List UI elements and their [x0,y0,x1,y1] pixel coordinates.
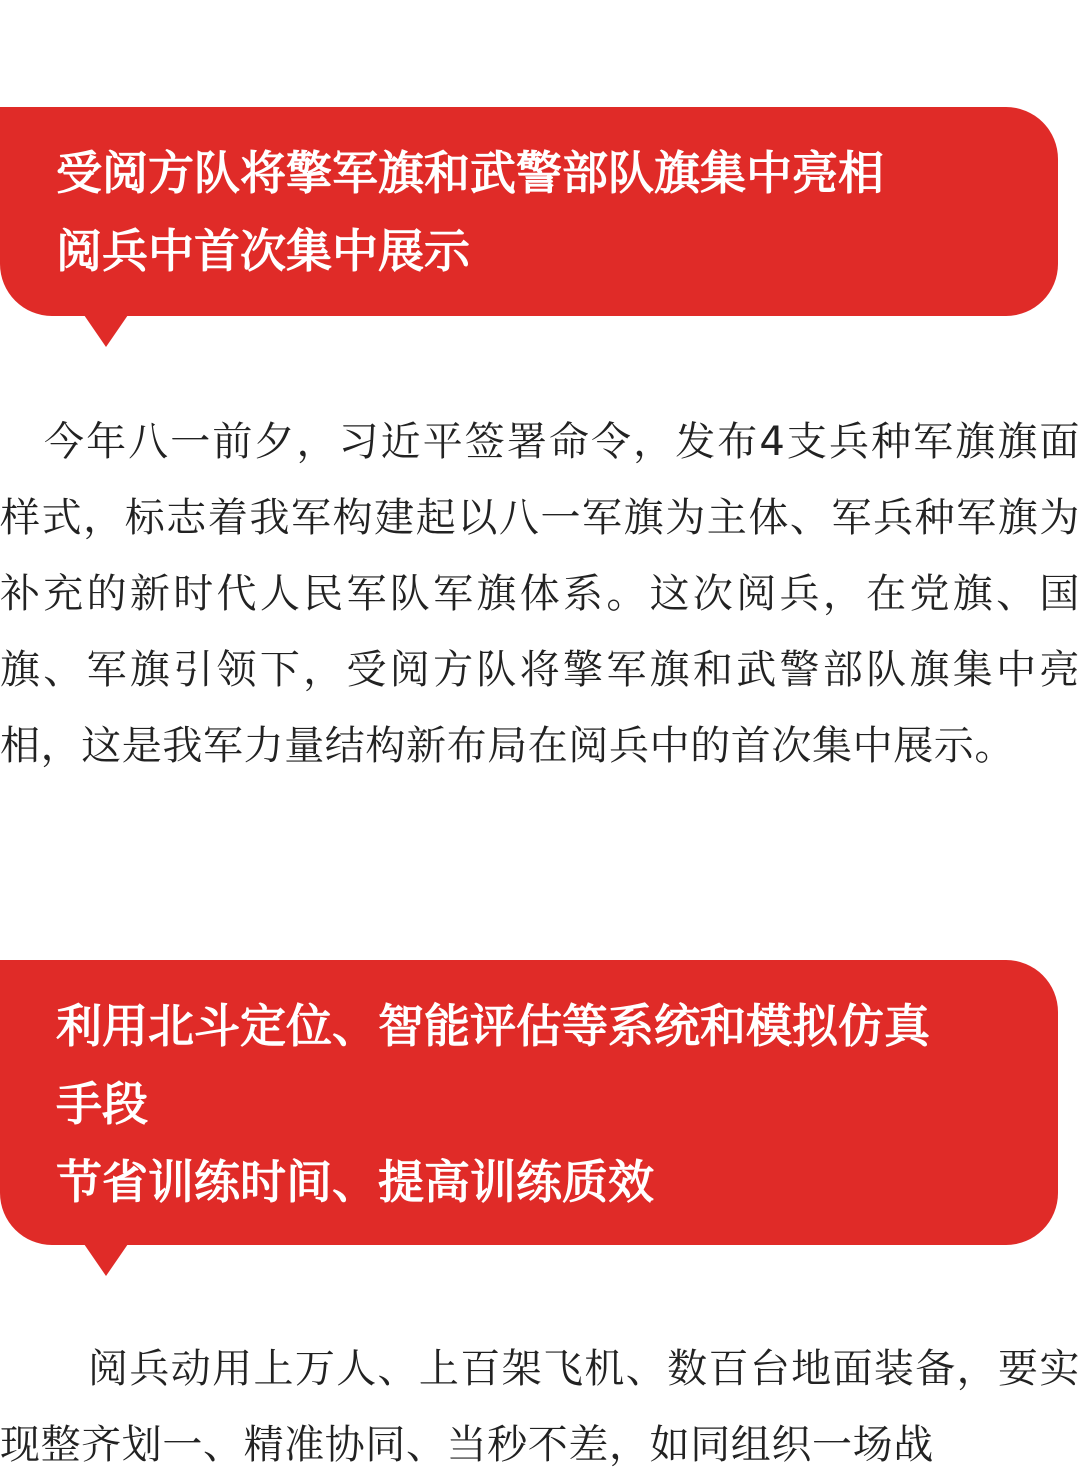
section-heading-line: 阅兵中首次集中展示 [56,224,470,278]
section-heading-line: 节省训练时间、提高训练质效 [56,1155,654,1209]
article-paragraph: 今年八一前夕，习近平签署命令，发布4支兵种军旗旗面样式，标志着我军构建起以八一军旗为主体、军兵种军旗为补充的新时代人民军队军旗体系。这次阅兵，在党旗、国旗、军旗引领下，受阅方队将擎军旗和武警部队旗集中亮相，这是我军力量结构新布局在阅兵中的首次集中展示。 [0,419,1080,769]
section-heading-banner [0,107,1058,316]
article-paragraph: 阅兵动用上万人、上百架飞机、数百台地面装备，要实现整齐划一、精准协同、当秒不差，如同组织一场战 [0,1346,1080,1468]
banner-pointer [84,1244,128,1276]
section-heading-line: 利用北斗定位、智能评估等系统和模拟仿真 [56,999,930,1053]
section-heading-banner [0,960,1058,1245]
section-heading-line: 手段 [56,1077,148,1131]
banner-pointer [84,315,128,347]
section-heading-line: 受阅方队将擎军旗和武警部队旗集中亮相 [56,146,884,200]
